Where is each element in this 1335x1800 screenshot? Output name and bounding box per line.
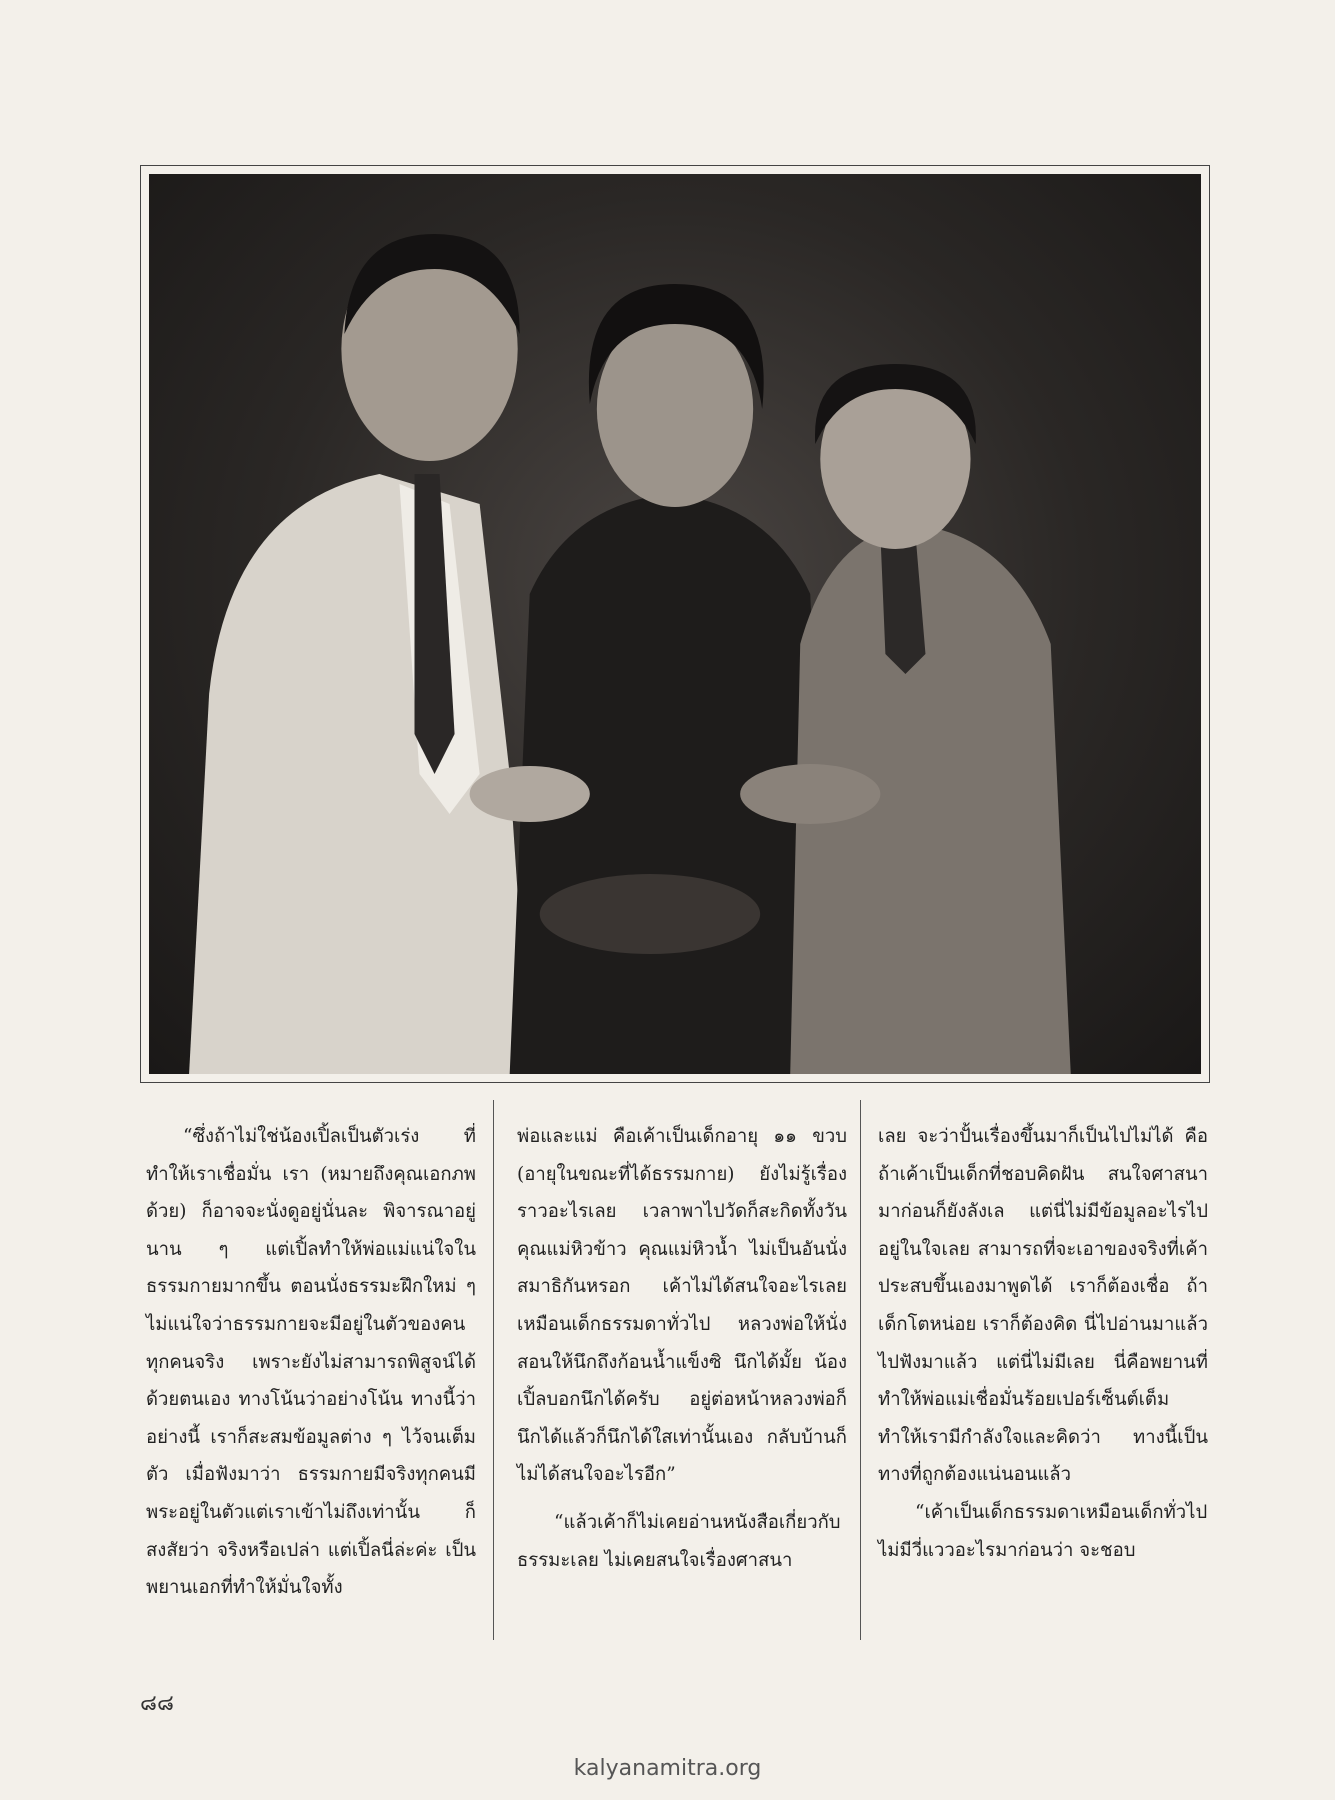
mother-hands xyxy=(540,874,760,954)
paragraph: เลย จะว่าปั้นเรื่องขึ้นมาก็เป็นไปไม่ได้ คือ ถ้าเค้าเป็นเด็กที่ชอบคิดฝัน สนใจศาสนามาก่อนก็ยังลังเล แต่นี่ไม่มีข้อมูลอะไรไปอยู่ในใจเลย สามารถที่จะเอาของจริงที่เค้าประสบขึ้นเองมาพูดได้ เราก็ต้องเชื่อ ถ้าเด็กโตหน่อย เราก็ต้องคิด นี่ไปอ่านมาแล้ว ไปฟังมาแล้ว แต่นี่ไม่มีเลย นี่คือพยานที่ทำให้พ่อแม่เชื่อมั่นร้อยเปอร์เซ็นต์เต็ม ทำให้เรามีกำลังใจและคิดว่า ทางนี้เป็นทางที่ถูกต้องแน่นอนแล้ว xyxy=(878,1126,1208,1486)
photo-frame xyxy=(140,165,1210,1083)
text-column-3 xyxy=(878,1118,1208,1569)
watermark: kalyanamitra.org xyxy=(573,1756,762,1781)
father-hand xyxy=(470,766,590,822)
page-number: ๘๘ xyxy=(140,1691,174,1716)
column-divider xyxy=(493,1100,494,1640)
family-portrait-photo xyxy=(149,174,1201,1074)
paragraph: พ่อและแม่ คือเค้าเป็นเด็กอายุ ๑๑ ขวบ (อายุในขณะที่ได้ธรรมกาย) ยังไม่รู้เรื่องราวอะไรเลย เวลาพาไปวัดก็สะกิดทั้งวันคุณแม่หิวข้าว คุณแม่หิวน้ำ ไม่เป็นอันนั่งสมาธิกันหรอก เค้าไม่ได้สนใจอะไรเลยเหมือนเด็กธรรมดาทั่วไป หลวงพ่อให้นั่ง สอนให้นึกถึงก้อนน้ำแข็งซิ นึกได้มั้ย น้องเปิ้ลบอกนึกได้ครับ อยู่ต่อหน้าหลวงพ่อก็นึกได้แล้วก็นึกได้ใสเท่านั้นเอง กลับบ้านก็ไม่ได้สนใจอะไรอีก” xyxy=(517,1126,847,1486)
portrait-illustration xyxy=(149,174,1201,1074)
son-hand xyxy=(740,764,880,824)
column-divider xyxy=(860,1100,861,1640)
paragraph: “ซึ่งถ้าไม่ใช่น้องเปิ้ลเป็นตัวเร่ง ที่ทำให้เราเชื่อมั่น เรา (หมายถึงคุณเอกภพด้วย) ก็อาจจะนั่งดูอยู่นั่นละ พิจารณาอยู่นาน ๆ แต่เปิ้ลทำให้พ่อแม่แน่ใจในธรรมกายมากขึ้น ตอนนั่งธรรมะฝึกใหม่ ๆ ไม่แน่ใจว่าธรรมกายจะมีอยู่ในตัวของคนทุกคนจริง เพราะยังไม่สามารถพิสูจน์ได้ด้วยตนเอง ทางโน้นว่าอย่างโน้น ทางนี้ว่าอย่างนี้ เราก็สะสมข้อมูลต่าง ๆ ไว้จนเต็มตัว เมื่อฟังมาว่า ธรรมกายมีจริงทุกคนมีพระอยู่ในตัวแต่เราเข้าไม่ถึงเท่านั้น ก็สงสัยว่า จริงหรือเปล่า แต่เปิ้ลนี่ล่ะค่ะ เป็นพยานเอกที่ทำให้มั่นใจทั้ง xyxy=(146,1126,476,1599)
paragraph: “เค้าเป็นเด็กธรรมดาเหมือนเด็กทั่วไป ไม่มีวี่แววอะไรมาก่อนว่า จะชอบ xyxy=(878,1501,1208,1561)
text-column-1 xyxy=(146,1118,476,1607)
text-column-2 xyxy=(517,1118,847,1579)
paragraph: “แล้วเค้าก็ไม่เคยอ่านหนังสือเกี่ยวกับธรรมะเลย ไม่เคยสนใจเรื่องศาสนา xyxy=(517,1511,841,1571)
